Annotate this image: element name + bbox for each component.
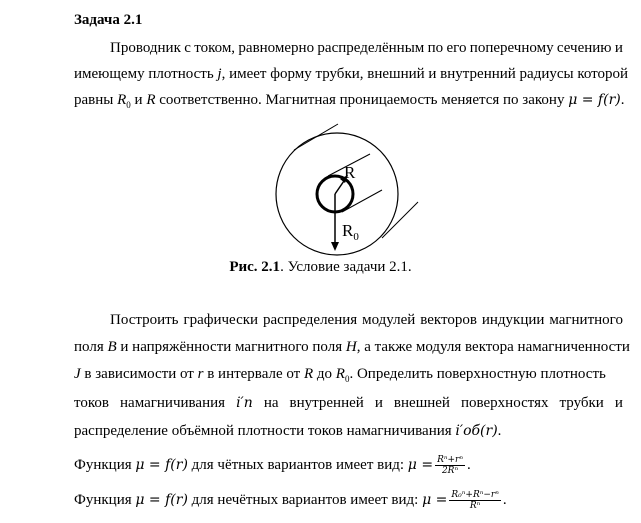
formula-mu-eq: μ = [407,457,434,473]
word: Проводник [110,40,181,56]
paragraph1-line2 [74,64,629,84]
outer-tangent-bottom [382,202,418,238]
symbol-R0: R [117,92,127,108]
paragraph2-line1 [110,310,623,330]
text: . [497,423,502,439]
word: его [446,40,467,56]
word: на [263,395,279,411]
denominator: Rⁿ [469,501,481,512]
text: Функция [74,457,136,473]
word: модулей [362,312,416,328]
word: индукции [481,312,545,328]
word: магнитного [549,312,623,328]
even-variant-formula [74,452,623,478]
tube-figure [270,118,430,258]
formula-mu: μ = f(r) [135,457,188,473]
text: поля [74,339,108,355]
text: Функция [74,492,136,508]
word: поперечному [469,40,554,56]
text: соответственно. Магнитная проницаемость меняется по закону [155,92,569,108]
formula-mu-eq: μ = [422,492,448,508]
problem-title: Задача 2.1 [74,12,143,28]
outer-circle [276,133,398,255]
formula-mu: μ = f(r) [568,92,621,108]
text: , имеет форму трубки, внешний и внутренний радиусы которой [221,66,629,82]
word: векторов [420,312,477,328]
text: , а также модуля вектора намагниченности [356,339,630,355]
word: поверхностях [461,395,549,411]
text: в интервале от [203,366,304,382]
word: внутренней [289,395,364,411]
word: распределения [262,312,358,328]
label-R: R [344,163,356,182]
word: токов [74,395,109,411]
paragraph1-line1 [110,38,623,58]
paragraph2-line5 [74,421,623,441]
text: в зависимости от [80,366,198,382]
symbol-R0: R [335,366,345,382]
text: равны [74,92,118,108]
outer-tangent-top [294,124,338,150]
figure-caption [0,259,641,276]
word: трубки [559,395,604,411]
word: и [614,395,623,411]
word: сечению [556,40,612,56]
symbol-i-ob: i′об(r) [455,423,498,439]
symbol-i-p: i′п [236,395,253,411]
word: по [427,40,444,56]
symbol-j: j [217,66,222,82]
inner-tangent-bottom [342,190,382,212]
word: Построить [110,312,179,328]
word: внешней [393,395,450,411]
symbol-R: R [146,92,156,108]
text: и [130,92,147,108]
even-fraction [435,455,465,476]
text: до [313,366,336,382]
text: и напряжённости магнитного поля [116,339,346,355]
text: для нечётных вариантов имеет вид: [187,492,423,508]
word: и [374,395,383,411]
paragraph1-line3 [74,90,623,115]
symbol-H: H [345,339,357,355]
symbol-r: r [197,366,204,382]
subscript: 0 [126,100,131,110]
formula-mu: μ = f(r) [135,492,188,508]
text: . [620,92,625,108]
symbol-J: J [74,366,81,382]
word: распределённым [317,40,425,56]
denominator: 2Rⁿ [441,466,459,477]
text: для чётных вариантов имеет вид: [187,457,408,473]
label-R0: $R_0$ [342,221,359,243]
odd-variant-formula [74,487,623,513]
symbol-B: B [107,339,117,355]
word: равномерно [238,40,315,56]
text: . [466,457,471,473]
radius-R0-arrowhead [331,242,339,251]
numerator: Rⁿ+rⁿ [437,455,463,466]
odd-fraction [449,490,501,511]
word: графически [183,312,259,328]
word: током, [194,40,236,56]
symbol-R: R [303,366,314,382]
caption-text: . Условие задачи 2.1. [280,259,412,275]
numerator: R₀ⁿ+Rⁿ−rⁿ [451,490,499,501]
paragraph2-line4 [74,393,623,413]
subscript: 0 [344,374,350,384]
word: и [614,40,623,56]
text: . Определить поверхностную плотность [349,366,606,382]
caption-label: Рис. 2.1 [229,259,281,275]
paragraph2-line2 [74,337,630,357]
paragraph2-line3 [74,364,623,389]
text: имеющему плотность [74,66,218,82]
text: . [502,492,507,508]
word: намагничивания [120,395,226,411]
text: распределение объёмной плотности токов намагничивания [74,423,456,439]
word: с [184,40,191,56]
